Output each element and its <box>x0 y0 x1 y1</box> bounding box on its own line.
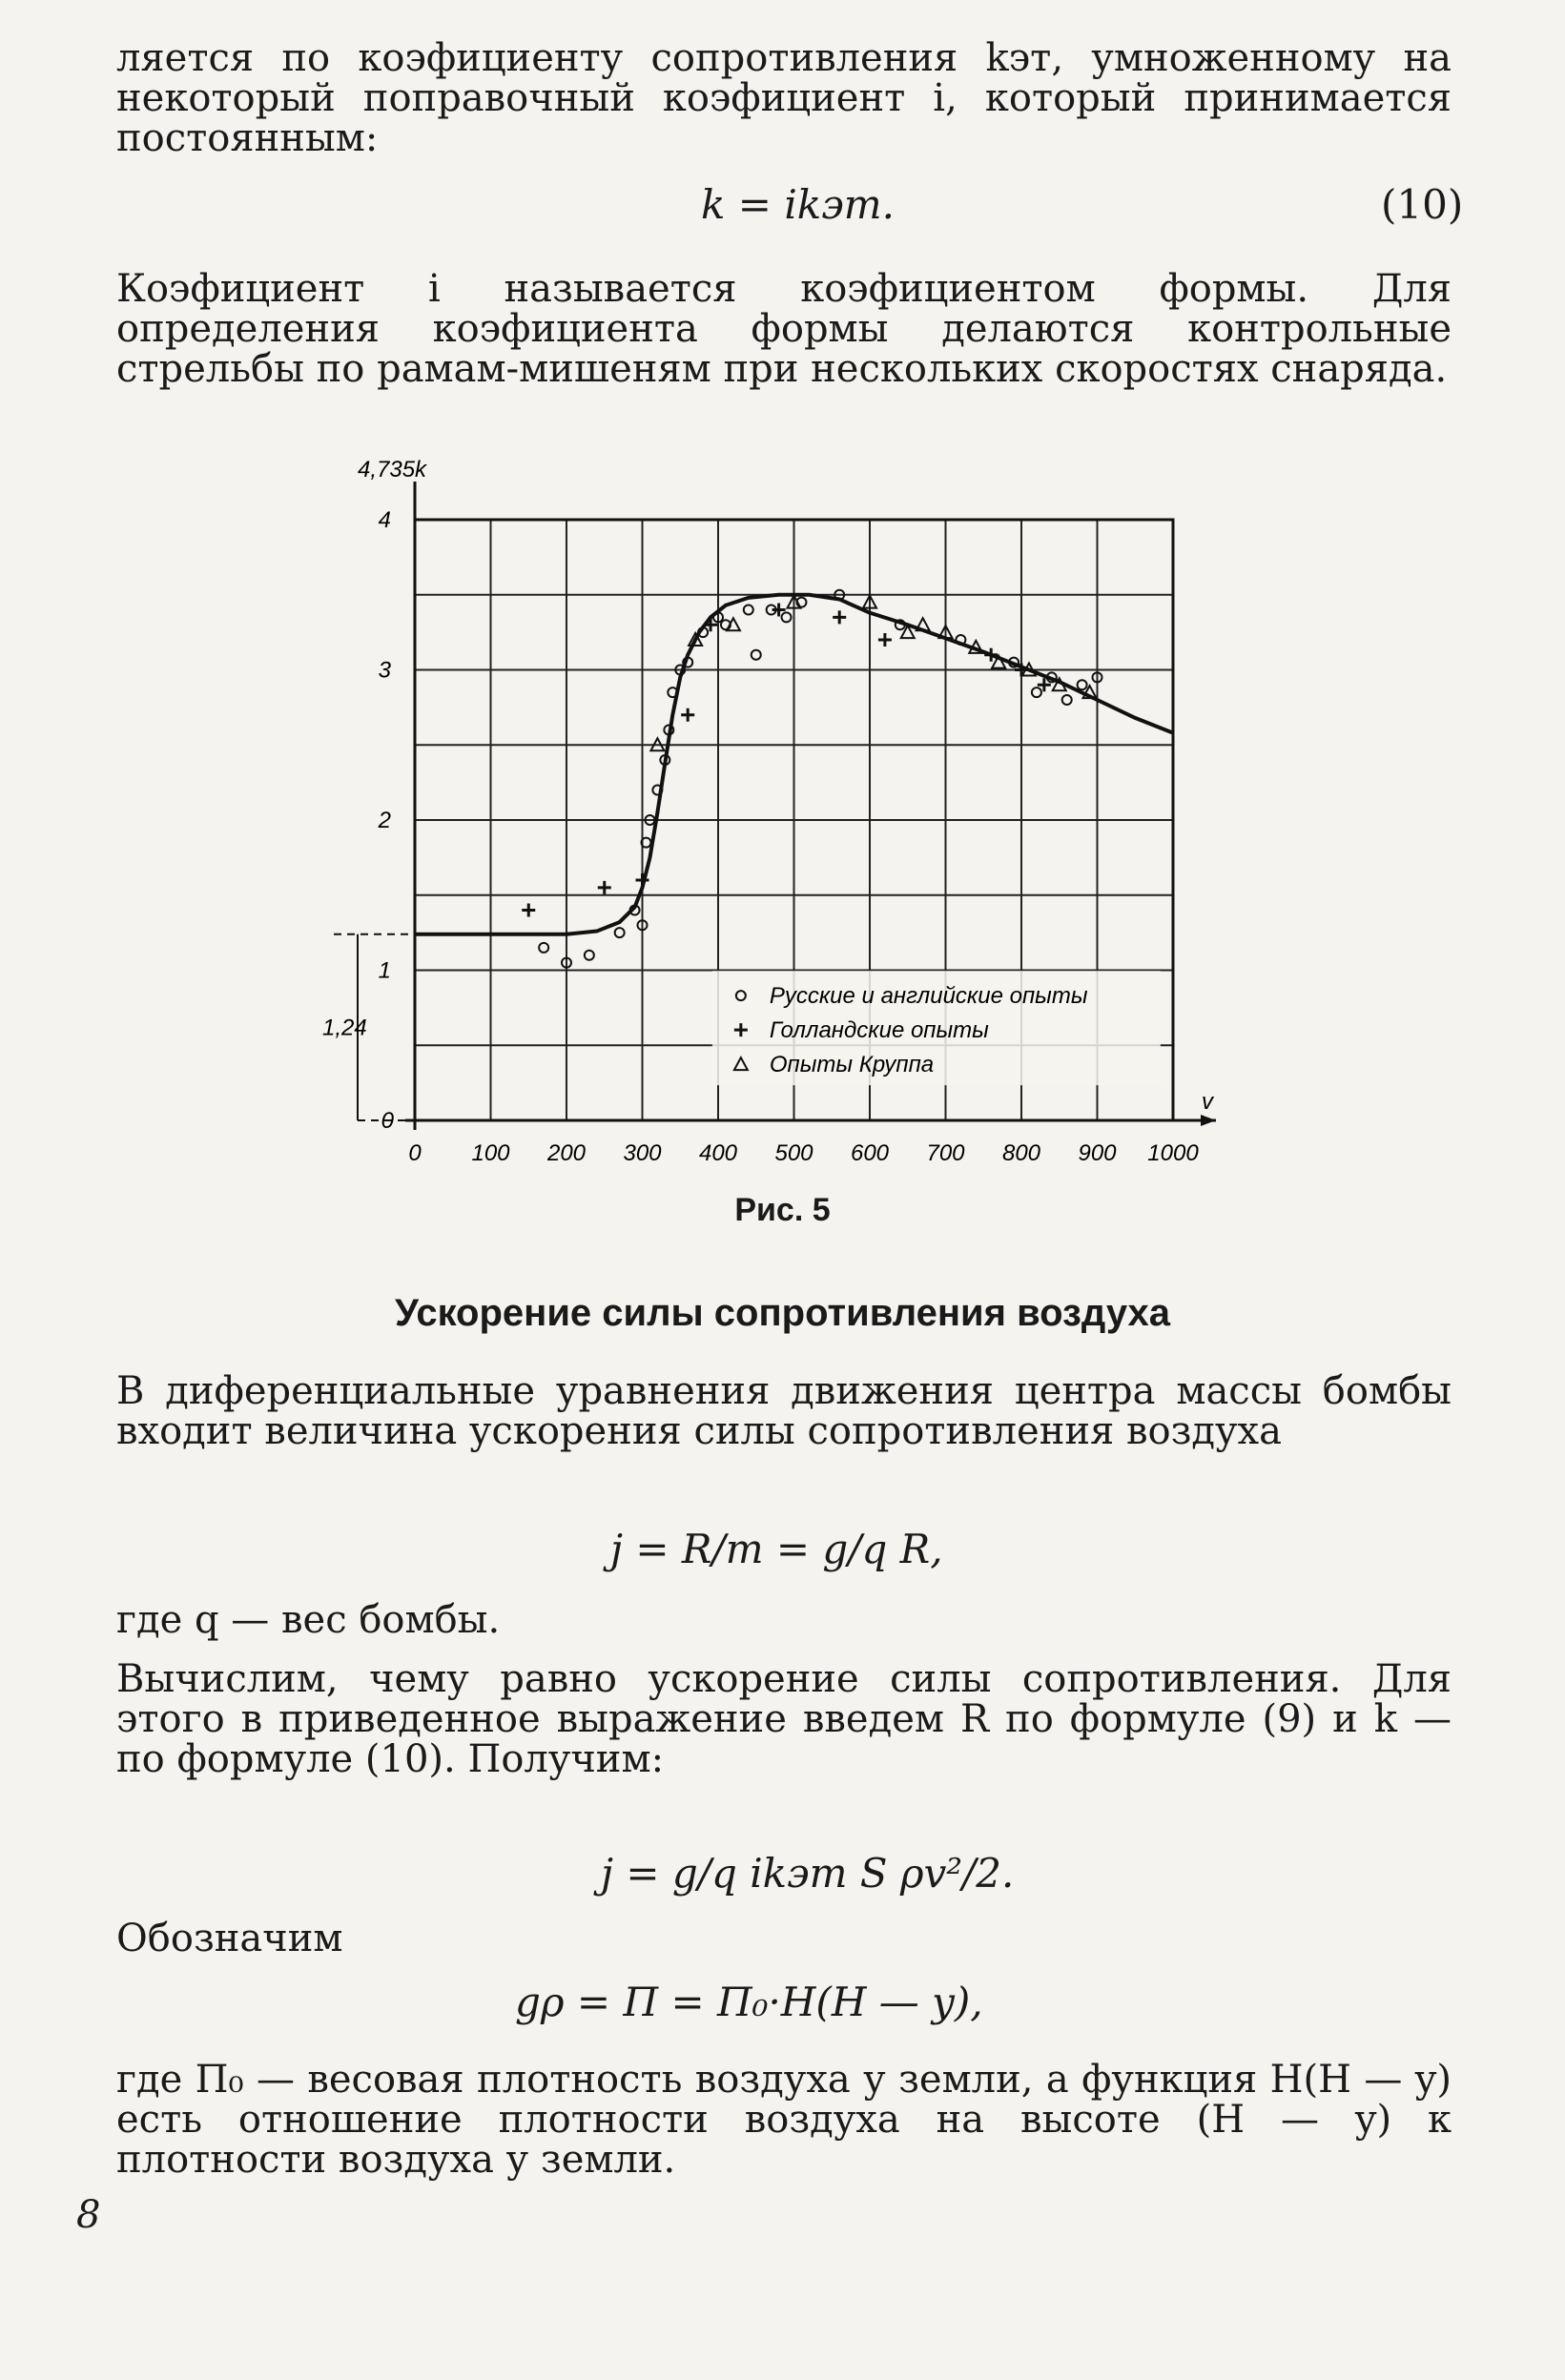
data-point <box>615 928 625 937</box>
x-tick-label: 900 <box>1078 1140 1117 1166</box>
data-point <box>585 951 594 960</box>
y-tick-label: 4 <box>378 507 391 533</box>
x-tick-label: 200 <box>546 1140 587 1166</box>
data-point <box>833 610 846 624</box>
data-point <box>878 633 892 646</box>
data-point <box>1078 680 1087 689</box>
x-tick-label: 800 <box>1001 1140 1041 1166</box>
legend-label: Опыты Круппа <box>769 1052 935 1078</box>
legend-label: Голландские опыты <box>769 1017 989 1044</box>
equation-10-number: (10) <box>1381 181 1464 228</box>
paragraph-form-coefficient: Коэфициент i называется коэфициентом формы. Для определения коэфициента формы делаются контрольные стрельбы по рамам-мишеням при нескольких скоростях снаряда. <box>116 267 1452 391</box>
data-point <box>1032 687 1041 697</box>
y-tick-label-zero: 0 <box>381 1108 394 1134</box>
paragraph-q-weight: где q — вес бомбы. <box>116 1598 501 1642</box>
equation-10: k = ikэт. <box>701 181 895 228</box>
y-tick-label: 3 <box>378 657 391 684</box>
x-axis-label: v <box>1202 1089 1213 1115</box>
paragraph-diff-equations: В диференциальные уравнения движения центра массы бомбы входит величина ускорения силы сопротивления воздуха <box>116 1369 1452 1453</box>
x-axis-arrow <box>1201 1115 1216 1126</box>
paragraph-density: где П₀ — весовая плотность воздуха у земли, а функция H(H — y) есть отношение плотности воздуха на высоте (H — y) к плотности воздуха у земли. <box>116 2058 1452 2182</box>
dimension-label: 1,24 <box>322 1015 367 1041</box>
x-tick-label: 300 <box>623 1140 662 1166</box>
y-axis-label: 4,735k <box>358 457 427 482</box>
y-tick-label: 1 <box>378 957 391 984</box>
data-point <box>598 881 611 894</box>
x-tick-label: 400 <box>698 1140 738 1166</box>
x-tick-label: 0 <box>408 1140 422 1166</box>
section-heading: Ускорение силы сопротивления воздуха <box>394 1292 1171 1334</box>
paragraph-compute: Вычислим, чему равно ускорение силы сопротивления. Для этого в приведенное выражение введем R по формуле (9) и k — по формуле (10). Получим: <box>116 1657 1452 1781</box>
data-point <box>782 612 792 622</box>
data-point <box>744 605 753 615</box>
data-point <box>752 650 761 660</box>
equation-j-expanded: j = g/q ikэт S ρv²/2. <box>601 1850 1015 1897</box>
y-tick-label: 2 <box>378 808 391 833</box>
x-tick-label: 1000 <box>1147 1140 1199 1166</box>
data-point <box>539 943 548 953</box>
data-point <box>1062 695 1072 705</box>
x-tick-label: 600 <box>850 1140 890 1166</box>
paragraph-denote: Обозначим <box>116 1917 343 1960</box>
equation-j: j = R/m = g/q R, <box>610 1526 943 1572</box>
data-point <box>681 708 694 722</box>
paragraph-top: ляется по коэфициенту сопротивления kэт, умноженному на некоторый поправочный коэфициент i, который принимается постоянным: <box>116 36 1452 160</box>
x-tick-label: 100 <box>471 1140 510 1166</box>
figure-caption: Рис. 5 <box>734 1192 831 1228</box>
x-tick-label: 500 <box>774 1140 813 1166</box>
legend-label: Русские и английские опыты <box>769 983 1088 1010</box>
x-tick-label: 700 <box>926 1140 965 1166</box>
figure-5-chart <box>315 448 1259 1173</box>
data-point <box>522 904 535 917</box>
equation-pi: gρ = П = П₀·H(H — y), <box>515 1979 983 2025</box>
page-number: 8 <box>76 2193 101 2237</box>
